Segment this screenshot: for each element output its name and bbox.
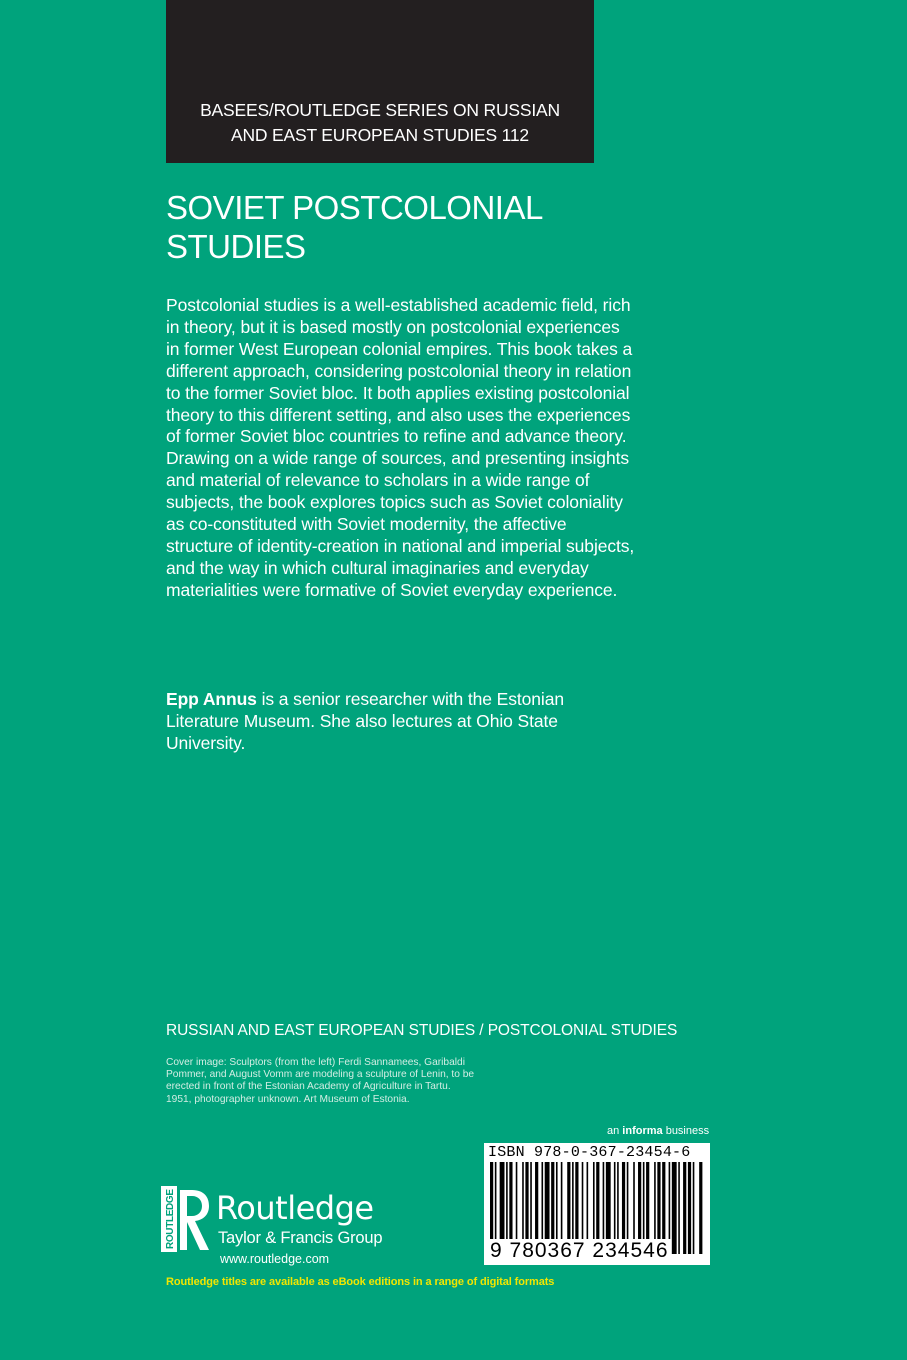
barcode-bar: [672, 1162, 677, 1254]
isbn-digits: 9 780367 234546: [490, 1239, 669, 1262]
series-line-1: BASEES/ROUTLEDGE SERIES ON RUSSIAN: [200, 100, 560, 120]
book-title-line-1: SOVIET POSTCOLONIAL: [166, 189, 543, 226]
book-title: [166, 188, 586, 266]
routledge-r-icon: [178, 1188, 212, 1252]
routledge-logo-text: ROUTLEDGE: [165, 1189, 176, 1249]
book-title-line-2: STUDIES: [166, 228, 306, 265]
informa-suffix: business: [662, 1125, 710, 1137]
routledge-logo: [161, 1186, 461, 1271]
author-bio: [166, 689, 636, 755]
series-line-2: AND EAST EUROPEAN STUDIES 112: [231, 125, 529, 145]
author-name: Epp Annus: [166, 689, 257, 709]
informa-brand: informa: [622, 1125, 663, 1137]
informa-business-label: [607, 1125, 709, 1137]
isbn-label: ISBN 978-0-367-23454-6: [488, 1144, 691, 1161]
author-bio-text: is a senior researcher with the Estonian Literature Museum. She also lectures at Ohio State University.: [166, 689, 564, 753]
barcode-bar: [693, 1162, 695, 1254]
publisher-name: Routledge: [216, 1189, 374, 1227]
subject-categories: RUSSIAN AND EAST EUROPEAN STUDIES / POSTCOLONIAL STUDIES: [166, 1022, 678, 1039]
informa-prefix: an: [607, 1125, 623, 1137]
book-description: Postcolonial studies is a well-established academic field, rich in theory, but it is based mostly on postcolonial experiences in former West European colonial empires. This book takes a different approach, considering postcolonial theory in relation to the former Soviet bloc. It both applies existing postcolonial theory to this different setting, and also uses the experiences of former Soviet bloc countries to refine and advance theory. Drawing on a wide range of sources, and presenting insights and material of relevance to scholars in a wide range of subjects, the book explores topics such as Soviet coloniality as co-constituted with Soviet modernity, the affective structure of identity-creation in national and imperial subjects, and the way in which cultural imaginaries and everyday materialities were formative of Soviet everyday experience.: [166, 295, 635, 600]
routledge-logo-mark: [161, 1186, 177, 1252]
barcode-bar: [688, 1162, 691, 1254]
barcode-bar: [683, 1162, 686, 1254]
isbn-barcode: [484, 1143, 710, 1265]
cover-image-credit: Cover image: Sculptors (from the left) Ferdi Sannamees, Garibaldi Pommer, and August Vomm are modeling a sculpture of Lenin, to be erected in front of the Estonian Academy of Agriculture in Tartu. 1951, photographer unknown. Art Museum of Estonia.: [166, 1057, 475, 1105]
series-banner: [166, 0, 594, 163]
series-title: [166, 98, 594, 148]
publisher-website: www.routledge.com: [220, 1252, 330, 1266]
barcode-bar: [699, 1162, 702, 1254]
ebook-note: Routledge titles are available as eBook editions in a range of digital formats: [166, 1276, 555, 1288]
publisher-group: Taylor & Francis Group: [218, 1229, 383, 1247]
barcode-bar: [678, 1162, 680, 1254]
